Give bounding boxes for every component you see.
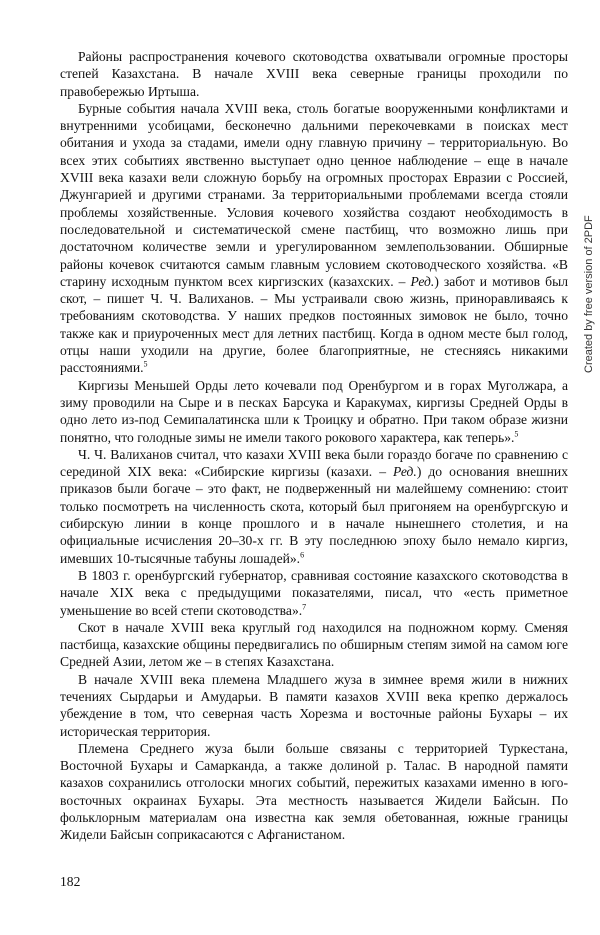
body-text <box>60 48 568 844</box>
footnote-ref: 6 <box>300 550 305 560</box>
text-run: В 1803 г. оренбургский губернатор, сравнивая состояние казахского скотоводства в начале XIX века с предыдущими показателями, писал, что «есть приметное уменьшение во всей степи скотоводства». <box>60 567 568 618</box>
text-run: Ред. <box>410 273 435 289</box>
text-run: В начале XVIII века племена Младшего жуза в зимнее время жили в нижних течениях Сырдарьи и Амударьи. В памяти казахов XVIII века крепко держалось убеждение в том, что северная часть Хорезма и восточные районы Бухары – их историческая территория. <box>60 671 568 739</box>
text-run: ) забот и мотивов был скот, – пишет Ч. Ч. Валиханов. – Мы устраивали свою жизнь, приноравливаясь к требованиям скотоводства. У наших предков постоянных зимовок не было, точно также как и приуроченных мест для летних пастбищ. Когда в одном месте был голод, отцы наши уходили на другие, более благоприятные, не стесняясь никакими расстояниями. <box>60 273 568 376</box>
page-number: 182 <box>60 874 81 889</box>
text-run: Скот в начале XVIII века круглый год находился на подножном корму. Сменяя пастбища, казахские общины передвигались по обширным степям зимой на самом юге Средней Азии, летом же – в степях Казахстана. <box>60 619 568 670</box>
text-run: Ч. Ч. Валиханов считал, что казахи XVIII века были гораздо богаче по сравнению с серединой XIX века: «Сибирские киргизы (казахи. – <box>60 446 568 480</box>
text-run: Ред. <box>393 464 417 480</box>
text-run: Племена Среднего жуза были больше связаны с территорией Туркестана, Восточной Бухары и Самарканда, а также долиной р. Талас. В народной памяти казахов сохранились отголоски многих событий, пережитых казахами именно в юго-восточных окраинах Бухары. Эта местность называется Жидели Байсын. По фольклорным материалам она известна как земля обетованная, южные границы Жидели Байсын соприкасаются с Афганистаном. <box>60 740 568 843</box>
text-run: Районы распространения кочевого скотоводства охватывали огромные просторы степей Казахстана. В начале XVIII века северные границы проходили по правобережью Иртыша. <box>60 49 568 99</box>
paragraph <box>60 377 568 446</box>
paragraph <box>60 567 568 619</box>
text-run: Бурные события начала XVIII века, столь богатые вооруженными конфликтами и внутренними усобицами, бесконечно дальними перекочевками в поисках мест обитания и ухода за стадами, имели одну главную причину – территориальную. Во всех этих событиях явственно выступает одно ценное наблюдение – еще в начале XVIII века казахи вели сложную борьбу на огромных просторах Евразии с Россией, Джунгарией и другими странами. За территориальными проблемами всегда стояли проблемы хозяйственные. Условия кочевого хозяйства создают необходимость в последовательной и систематической смене пастбищ, что возможно лишь при достаточном количестве земли и урегулированном землепользовании. Обширные районы кочевок считаются самым главным условием скотоводческого хозяйства. «В старину исходным пунктом всех киргизских (казахских. – <box>60 100 568 289</box>
text-run: Киргизы Меньшей Орды лето кочевали под Оренбургом и в горах Муголжара, а зиму проводили на Сыре и в песках Барсука и Каракумах, киргизы Средней Орды в одно лето из-под Семипалатинска шли к Троицку и обратно. При таком образе жизни понятно, что голодные зимы не имели такого рокового характера, как теперь». <box>60 377 568 445</box>
paragraph <box>60 446 568 567</box>
watermark-label: Created by free version of 2PDF <box>583 215 595 373</box>
footnote-ref: 5 <box>514 429 519 438</box>
paragraph <box>60 48 568 100</box>
footnote-ref: 7 <box>302 601 307 611</box>
paragraph <box>60 100 568 377</box>
paragraph <box>60 740 568 844</box>
footnote-ref: 5 <box>143 359 148 369</box>
paragraph <box>60 671 568 740</box>
text-run: ) до основания внешних приказов были богаче – это факт, не подверженный ни малейшему сомнению: стоит только посмотреть на численность скота, который был пригоняем на оренбургскую и сибирскую линии в конце прошлого и в начале нынешнего столетия, и на официальные исчисления 20–30-х гг. В эту последнюю эпоху было немало киргиз, имевших 10-тысячные табуны лошадей». <box>60 464 569 566</box>
paragraph <box>60 619 568 671</box>
